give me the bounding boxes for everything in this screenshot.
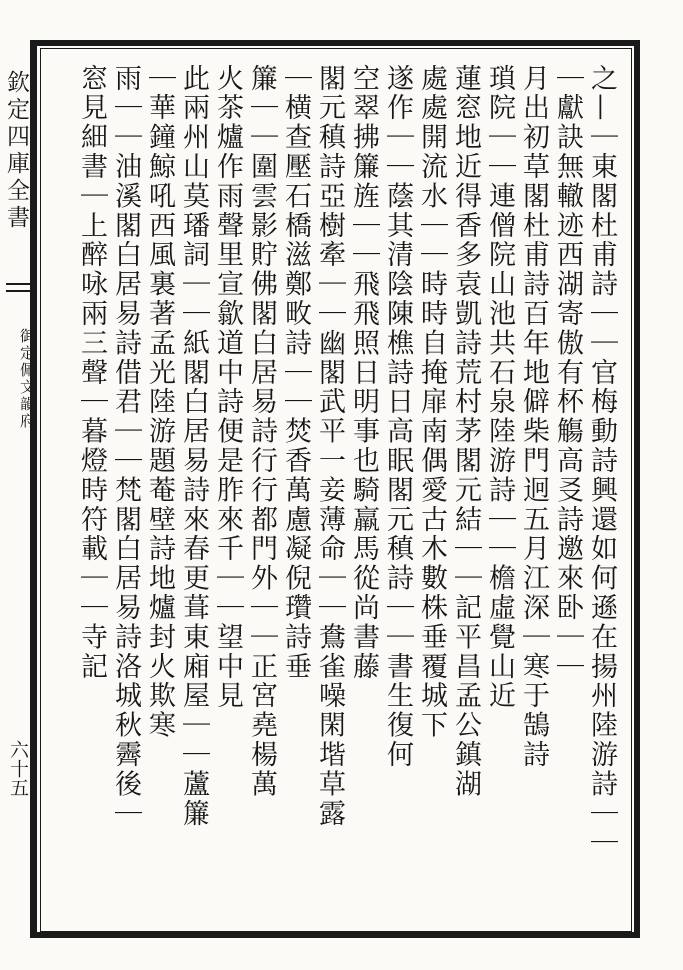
text-column-9: 閣元稹詩亞樹牽｜｜幽閣武平一妾薄命｜｜鴦雀噪閑堦草露 (314, 64, 345, 829)
spine-rule-bottom (6, 290, 30, 292)
spine-book-title: 御定佩文韻府 (18, 328, 36, 430)
text-column-4: 瑣院｜｜連僧院山池共石泉陸游詩｜｜檐虛覺山近 (484, 64, 515, 711)
text-column-13: 此兩州山莫璠詞｜｜紙閣白居易詩來春更葺東廂屋｜｜蘆簾 (178, 64, 209, 829)
text-column-1: 之—｜東閣杜甫詩｜｜官梅動詩興還如何遜在揚州陸游詩｜｜ (586, 64, 617, 858)
text-column-2: ｜獻訣無轍迹西湖寄傲有杯觴高㕛詩邀來卧｜｜ (552, 64, 583, 682)
text-column-3: 月出初草閣杜甫詩百年地僻柴門迥五月江深｜寒于鵠詩 (518, 64, 549, 770)
text-column-5: 蓮窓地近得香多袁凱詩荒村茅閣元結｜｜記平昌孟公鎮湖 (450, 64, 481, 799)
spine-rule-top (6, 283, 30, 285)
text-column-8: 空翠拂簾旌｜｜飛飛照日明事也騎羸馬從尚書藤 (348, 64, 379, 682)
text-column-16: 窓見細書｜上醉咏兩三聲｜暮燈時符載｜｜寺記 (76, 64, 107, 682)
text-column-7: 遂作｜｜蔭其清陰陳樵詩日高眠閣元稹詩｜｜書生復何 (382, 64, 413, 770)
page-number: 六十五 (7, 740, 29, 797)
spine-title: 欽定四庫全書 (3, 70, 29, 232)
text-column-15: 雨｜｜油溪閣白居易詩借君｜｜梵閣白居易詩洛城秋霽後｜ (110, 64, 141, 829)
text-column-11: 簾｜｜圍雲影貯佛閣白居易詩行行都門外｜｜正宮堯楊萬 (246, 64, 277, 799)
text-column-14: ｜華鐘鯨吼西風裏著孟光陸游題菴壁詩地爐封火欺寒 (144, 64, 175, 741)
text-column-6: 處處開流水｜｜時時自掩扉南偶愛古木數株垂覆城下 (416, 64, 447, 741)
text-column-12: 火茶爐作雨聲里宣歙道中詩便是胙來千｜｜望中見 (212, 64, 243, 711)
text-column-10: ｜横查壓石橋滋鄭畋詩｜｜焚香萬慮凝倪瓚詩垂 (280, 64, 311, 682)
